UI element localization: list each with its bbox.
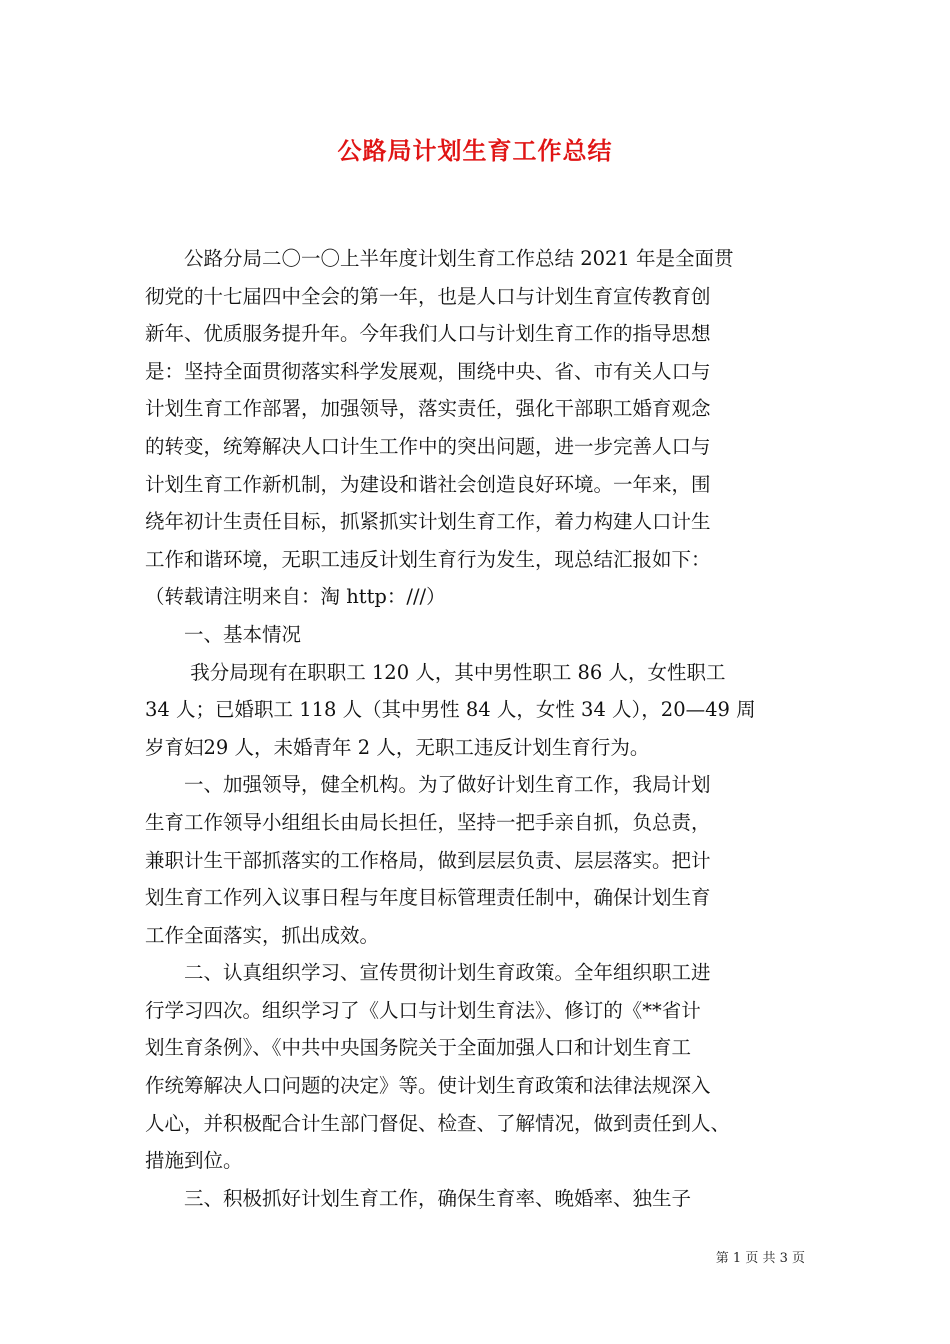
- text-line: 的转变，统筹解决人口计生工作中的突出问题，进一步完善人口与: [145, 434, 711, 458]
- paragraph: [145, 654, 815, 767]
- text-line: 措施到位。: [145, 1149, 243, 1173]
- paragraph: [145, 1180, 815, 1218]
- document-title: 公路局计划生育工作总结: [337, 137, 613, 165]
- text-line: 划生育工作列入议事日程与年度目标管理责任制中，确保计划生育: [145, 886, 711, 910]
- text-line: 一、基本情况: [145, 622, 302, 646]
- text-line: 划生育条例》、《中共中央国务院关于全面加强人口和计划生育工: [145, 1036, 692, 1060]
- text-line: 34 人；已婚职工 118 人（其中男性 84 人，女性 34 人），20—49 周: [145, 698, 756, 722]
- paragraph: [145, 616, 815, 654]
- text-line: 作统筹解决人口问题的决定》等。使计划生育政策和法律法规深入: [145, 1074, 711, 1098]
- text-line: 行学习四次。组织学习了《人口与计划生育法》、修订的《**省计: [145, 998, 701, 1022]
- text-line: 是：坚持全面贯彻落实科学发展观，围绕中央、省、市有关人口与: [145, 359, 711, 383]
- text-line: 一、加强领导，健全机构。为了做好计划生育工作，我局计划: [145, 773, 711, 797]
- text-line: 生育工作领导小组组长由局长担任，坚持一把手亲自抓，负总责，: [145, 810, 711, 834]
- text-line: 工作和谐环境，无职工违反计划生育行为发生，现总结汇报如下：: [145, 547, 711, 571]
- document-body: [145, 240, 815, 1217]
- text-line: 计划生育工作部署，加强领导，落实责任，强化干部职工婚育观念: [145, 397, 711, 421]
- text-line: 计划生育工作新机制，为建设和谐社会创造良好环境。一年来，围: [145, 472, 711, 496]
- paragraph: [145, 954, 815, 1180]
- text-line: 兼职计生干部抓落实的工作格局，做到层层负责、层层落实。把计: [145, 848, 711, 872]
- page-footer: 第 1 页 共 3 页: [715, 1251, 805, 1266]
- text-line: 人心，并积极配合计生部门督促、检查、了解情况，做到责任到人、: [145, 1111, 731, 1135]
- paragraph: [145, 766, 815, 954]
- text-line: 岁育妇29 人，未婚青年 2 人，无职工违反计划生育行为。: [145, 735, 650, 759]
- paragraph: [145, 240, 815, 616]
- text-line: 新年、优质服务提升年。今年我们人口与计划生育工作的指导思想: [145, 322, 711, 346]
- text-line: 二、认真组织学习、宣传贯彻计划生育政策。全年组织职工进: [145, 961, 711, 985]
- text-line: 彻党的十七届四中全会的第一年，也是人口与计划生育宣传教育创: [145, 284, 711, 308]
- text-line: （转载请注明来自：淘 http：///）: [145, 585, 446, 609]
- text-line: 我分局现有在职职工 120 人，其中男性职工 86 人，女性职工: [145, 660, 726, 684]
- text-line: 公路分局二〇一〇上半年度计划生育工作总结 2021 年是全面贯: [145, 247, 734, 270]
- text-line: 工作全面落实，抓出成效。: [145, 923, 380, 947]
- text-line: 三、积极抓好计划生育工作，确保生育率、晚婚率、独生子: [145, 1186, 692, 1210]
- text-line: 绕年初计生责任目标，抓紧抓实计划生育工作，着力构建人口计生: [145, 510, 711, 534]
